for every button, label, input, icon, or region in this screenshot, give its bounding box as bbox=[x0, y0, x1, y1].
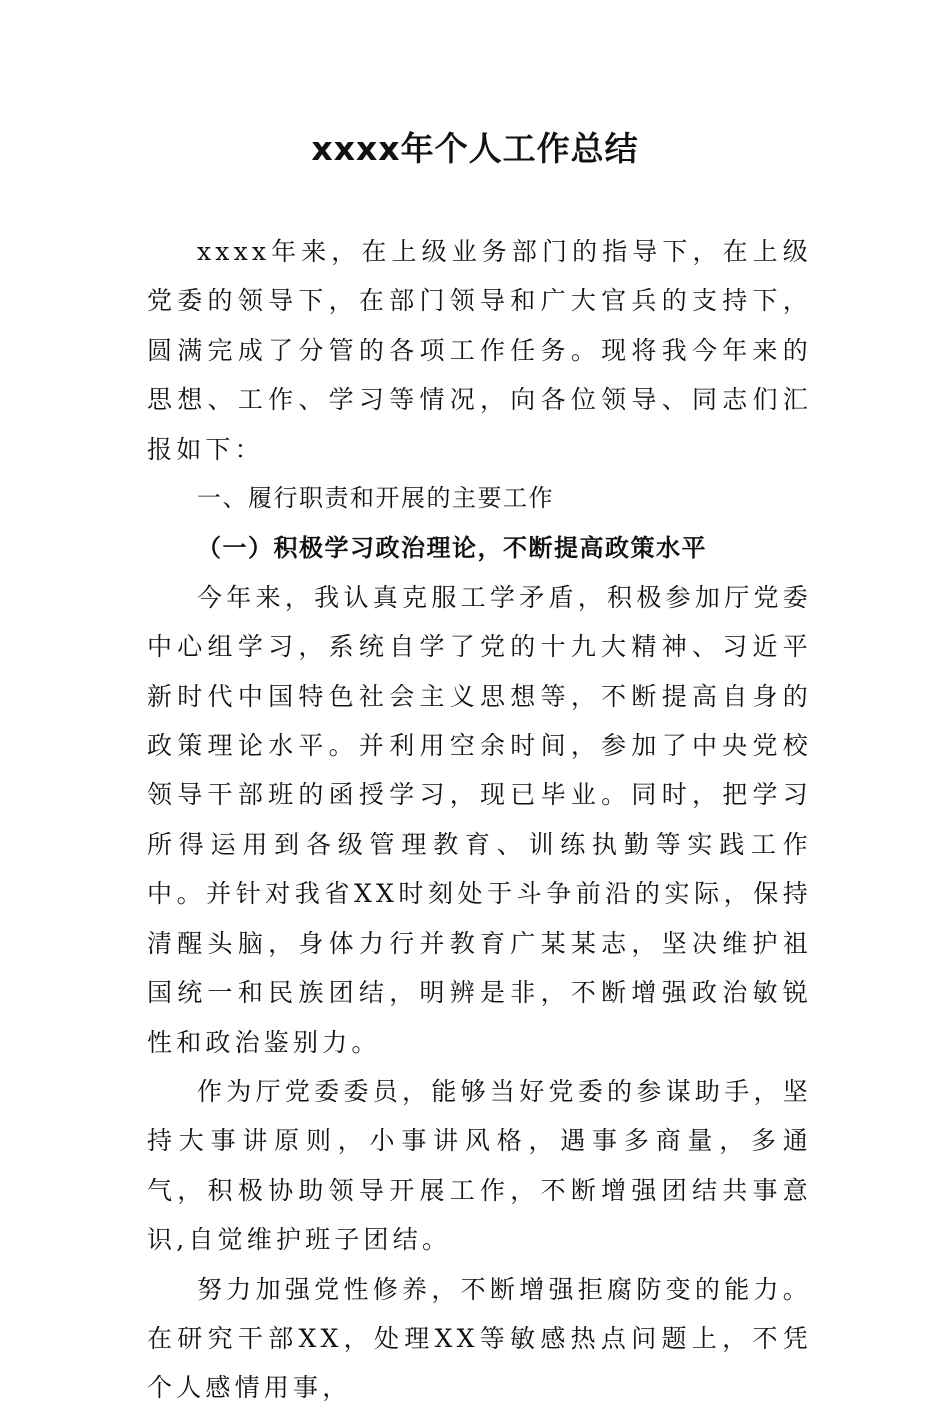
document-body bbox=[147, 227, 812, 1413]
subsection-heading: （一）积极学习政治理论，不断提高政策水平 bbox=[197, 533, 707, 563]
section-heading: 一、履行职责和开展的主要工作 bbox=[197, 484, 554, 513]
intro-paragraph: xxxx年来，在上级业务部门的指导下，在上级党委的领导下，在部门领导和广大官兵的支持下，圆满完成了分管的各项工作任务。现将我今年来的思想、工作、学习等情况，向各位领导、同志们汇报如下： bbox=[147, 237, 812, 464]
body-paragraph-1: 今年来，我认真克服工学矛盾，积极参加厅党委中心组学习，系统自学了党的十九大精神、习近平新时代中国特色社会主义思想等，不断提高自身的政策理论水平。并利用空余时间，参加了中央党校领导干部班的函授学习，现已毕业。同时，把学习所得运用到各级管理教育、训练执勤等实践工作中。并针对我省XX时刻处于斗争前沿的实际，保持清醒头脑，身体力行并教育广某某志，坚决维护祖国统一和民族团结，明辨是非，不断增强政治敏锐性和政治鉴别力。 bbox=[147, 582, 812, 1057]
body-paragraph-3: 努力加强党性修养，不断增强拒腐防变的能力。在研究干部XX，处理XX等敏感热点问题上，不凭个人感情用事， bbox=[147, 1274, 812, 1403]
body-paragraph-2: 作为厅党委委员，能够当好党委的参谋助手，坚持大事讲原则，小事讲风格，遇事多商量，多通气，积极协助领导开展工作，不断增强团结共事意识,自觉维护班子团结。 bbox=[147, 1076, 812, 1255]
document-title: xxxx年个人工作总结 bbox=[311, 129, 639, 168]
